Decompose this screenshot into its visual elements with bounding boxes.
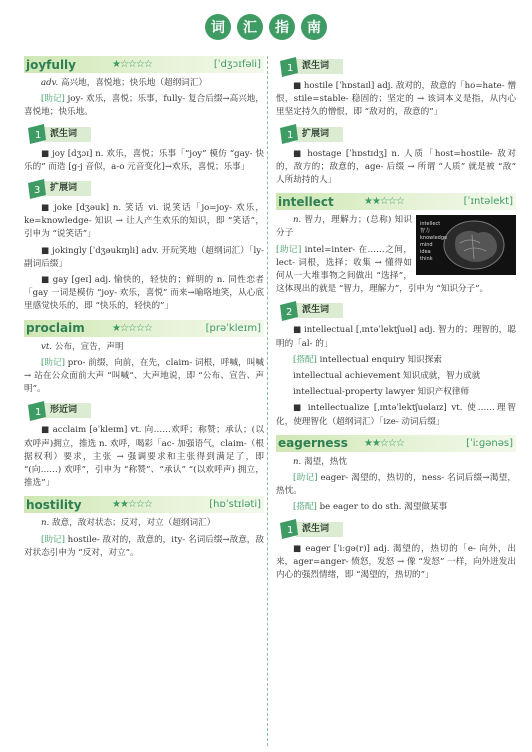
- svg-text:1: 1: [35, 406, 42, 418]
- def-text: 敌意，敌对状态；反对，对立（超纲词汇）: [52, 518, 216, 529]
- pos: vt.: [41, 341, 53, 352]
- collocation-line: intellectual-property lawyer 知识产权律师: [293, 387, 470, 398]
- collocation-text: be eager to do sth. 渴望做某事: [319, 502, 448, 513]
- header-char: 词: [205, 14, 231, 40]
- entry-word: intellect: [278, 194, 334, 209]
- tag: [助记]: [41, 534, 65, 545]
- phonetic: [prəˈkleɪm]: [205, 322, 261, 334]
- def-text: 渴望，热忱: [304, 456, 347, 467]
- mnemonic-text: intel=inter- 在……之间，lect- 词根，选择；收集 → 懂得如何从一大堆事物之间做出 “选择”，这体现出的就是 “智力，理解力”，引申为 “知识分子”。: [276, 244, 489, 295]
- tag: [助记]: [276, 244, 302, 255]
- column-divider: [267, 56, 268, 746]
- section-derived: [276, 302, 516, 319]
- entry-jokingly: ■ jokingly [ˈdʒəukɪŋli] adv. 开玩笑地（超纲词汇）「ly- 副词后缀」: [24, 245, 264, 269]
- entry-header-intellect: [276, 193, 516, 210]
- mnemonic-text: pro- 前缀，向前，在先，claim- 词根，呼喊，叫喊 → 站在公众面前大声 “叫喊”、大声地说，即 “公布、宣告、声明”。: [24, 357, 264, 395]
- mnemonic-text: hostile- 敌对的，敌意的，ity- 名词后缀→敌意，敌对状态引申为 “反对，对立”。: [24, 534, 264, 558]
- number-badge-icon: [24, 124, 48, 144]
- svg-text:1: 1: [35, 130, 42, 142]
- entry-header-proclaim: [24, 320, 264, 337]
- collocation: intellectual enquiry 知识探索: [319, 354, 442, 365]
- pos: n.: [293, 215, 302, 226]
- section-label: 扩展词: [296, 127, 343, 142]
- definition: [24, 341, 264, 354]
- entry-eager: ■ eager [ˈiːɡə(r)] adj. 渴望的，热切的「e- 向外，出来，ager=anger- 愤怒，发怒 → 像 “发怒” 一样，向外迸发出内心的强烈情绪，即 “渴望的，热切的”」: [276, 543, 516, 581]
- section-label: 派生词: [296, 303, 343, 318]
- mnemonic-text: joy- 欢乐，喜悦；乐事，fully- 复合后缀→高兴地，喜悦地；快乐地。: [24, 94, 264, 118]
- image-word: mind: [420, 242, 433, 249]
- image-word: 智力: [420, 228, 431, 235]
- svg-text:1: 1: [287, 525, 294, 537]
- entry-hostage: ■ hostage [ˈhɒstɪdʒ] n. 人质「host=hostile- 敌对的，敌方的；敌意的，age- 后缀 → 所谓 “人质” 就是被 “敌” 人所劫持的人」: [276, 148, 516, 186]
- star-rating: ★★☆☆☆: [364, 437, 404, 449]
- section-expand: [276, 126, 516, 143]
- phonetic: [ˈdʒɔɪfəli]: [213, 59, 261, 70]
- image-word: knowledge: [420, 235, 448, 242]
- entry-word: proclaim: [26, 321, 85, 336]
- brain-illustration: [416, 215, 516, 275]
- header-vocab-guide: [0, 14, 532, 40]
- pos: adv.: [41, 78, 59, 88]
- mnemonic: [24, 357, 264, 397]
- svg-text:2: 2: [286, 306, 293, 318]
- pos: n.: [41, 518, 50, 529]
- collocation: [276, 501, 516, 514]
- phonetic: [ˈiːɡənəs]: [466, 437, 513, 449]
- section-expand: [24, 180, 264, 197]
- def-text: 公布，宣告，声明: [54, 341, 124, 352]
- number-badge-icon: [24, 401, 48, 421]
- entry-intellectual: ■ intellectual [ˌɪntəˈlektʃuəl] adj. 智力的；理智的，聪明的「al- 的」: [276, 325, 516, 349]
- phonetic: [ˈɪntəlekt]: [463, 196, 513, 208]
- entry-header-eagerness: [276, 435, 516, 452]
- section-similar: [24, 402, 264, 419]
- def-text: 高兴地，喜悦地；快乐地（超纲词汇）: [60, 78, 208, 88]
- header-char: 南: [301, 14, 327, 40]
- section-derived: [276, 521, 516, 538]
- star-rating: ★☆☆☆☆: [112, 59, 152, 70]
- number-badge-icon: [276, 124, 300, 144]
- section-label: 派生词: [44, 127, 91, 142]
- tag: [助记]: [41, 357, 65, 368]
- collocation-line: intellectual achievement 知识成就，智力成就: [293, 371, 481, 382]
- number-badge-icon: [24, 179, 48, 199]
- star-rating: ★☆☆☆☆: [112, 322, 152, 334]
- left-column: [24, 56, 264, 563]
- collocations: [276, 354, 516, 367]
- entry-word: joyfully: [26, 57, 76, 72]
- header-char: 指: [269, 14, 295, 40]
- section-label: 派生词: [296, 59, 343, 74]
- entry-gay: ■ gay [geɪ] adj. 愉快的，轻快的；鲜明的 n. 同性恋者「gay 一词是模仿 “joy- 欢乐，喜悦” 而来→喻咯地笑，从心底里感觉快乐的，即 “快乐的，轻快的”」: [24, 275, 264, 312]
- number-badge-icon: [276, 301, 300, 321]
- mnemonic: [276, 472, 516, 498]
- svg-text:1: 1: [287, 130, 294, 142]
- image-word: think: [420, 256, 433, 263]
- phonetic: [hɒˈstɪləti]: [209, 499, 261, 511]
- entry-intellectualize: ■ intellectualize [ˌɪntəˈlektʃuəlaɪz] vt. 使……理智化，使理智化（超纲词汇）「ize- 动词后缀」: [276, 403, 516, 427]
- section-derived: [276, 58, 516, 75]
- entry-joy: ■ joy [dʒɔɪ] n. 欢乐，喜悦；乐事「“joy” 模仿 “gay- 快乐的” 而造 [g-j 音似，a-o 元音变化]→欢乐，喜悦；乐事」: [24, 148, 264, 172]
- tag: [助记]: [41, 94, 65, 105]
- pos: n.: [293, 456, 302, 467]
- svg-text:3: 3: [34, 184, 41, 196]
- image-word: idea: [420, 249, 431, 256]
- mnemonic: [24, 93, 264, 119]
- section-label: 扩展词: [44, 181, 91, 196]
- header-char: 汇: [237, 14, 263, 40]
- definition: [24, 77, 264, 90]
- mnemonic: [24, 534, 264, 560]
- section-label: 形近词: [44, 403, 91, 418]
- def-text: 智力，理解力；(总称) 知识分子: [276, 215, 412, 239]
- number-badge-icon: [276, 519, 300, 539]
- section-label: 派生词: [296, 522, 343, 537]
- tag: [搭配]: [293, 502, 317, 513]
- tag: [助记]: [293, 473, 318, 484]
- svg-text:1: 1: [287, 62, 294, 74]
- entry-header-hostility: [24, 496, 264, 513]
- definition: [276, 456, 516, 469]
- right-column: [276, 56, 516, 585]
- star-rating: ★★☆☆☆: [112, 499, 152, 511]
- entry-acclaim: ■ acclaim [əˈkleɪm] vt. 向……欢呼；称赞；承认；(以欢呼声)拥立，推选 n. 欢呼，喝彩「ac- 加强语气，claim-（根据权利）要求，主张 → 强调要求和主张得到满足了，即 “(向……) 欢呼”，引申为 “称赞”、“承认” “(以欢呼声) 拥立，推选”」: [24, 425, 264, 489]
- entry-word: eagerness: [278, 436, 348, 451]
- number-badge-icon: [276, 57, 300, 77]
- entry-hostile: ■ hostile [ˈhɒstaɪl] adj. 敌对的，敌意的「ho=hate- 憎恨，stile=stable- 稳固的；坚定的 → 该词本义是指，从内心里坚定持久的憎恨，即 “敌对的，敌意的”」: [276, 81, 516, 118]
- tag: [搭配]: [293, 354, 317, 365]
- entry-joke: ■ joke [dʒəuk] n. 笑话 vi. 说笑话「jo=joy- 欢乐，ke=knowledge- 知识 → 让人产生欢乐的知识，即 “笑话”，引申为 “说笑话”」: [24, 203, 264, 240]
- entry-word: hostility: [26, 497, 82, 512]
- entry-header-joyfully: [24, 56, 264, 73]
- star-rating: ★★☆☆☆: [364, 196, 404, 208]
- mnemonic-text: eager- 渴望的，热切的，ness- 名词后缀→渴望，热忱。: [276, 473, 516, 497]
- image-word: intellect: [420, 221, 441, 228]
- section-derived: [24, 126, 264, 143]
- definition: [24, 517, 264, 530]
